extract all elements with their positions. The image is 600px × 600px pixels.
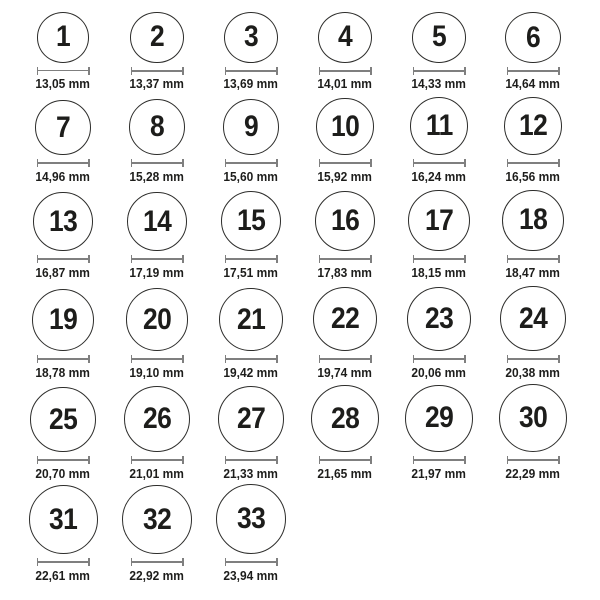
diameter-label: 13,69 mm [223,76,279,92]
diameter-measure-line [37,67,90,75]
measure-bar [37,70,90,72]
ring-circle [37,12,90,63]
diameter-measure-line [225,456,278,464]
measure-bar [225,258,278,260]
ring-circle [223,99,280,156]
ring-circle [405,385,473,453]
size-row [16,185,600,281]
diameter-label: 18,78 mm [35,365,91,381]
ring-circle [29,485,98,554]
diameter-measure-line [319,159,372,167]
diameter-label: 20,38 mm [505,365,561,381]
ring-size-number: 28 [330,401,360,435]
ring-size-cell [204,185,298,281]
measure-bar [37,459,90,461]
ring-circle [315,191,376,252]
diameter-label: 13,37 mm [129,76,185,92]
diameter-measure-line [131,558,184,566]
diameter-label: 21,65 mm [317,466,373,482]
ring-size-cell [298,185,392,281]
diameter-label: 15,28 mm [129,169,185,185]
diameter-measure-line [131,355,184,363]
ring-size-number: 24 [518,301,548,335]
ring-size-number: 26 [142,402,172,436]
ring-circle [224,12,278,63]
ring-circle [32,289,94,351]
diameter-label: 14,96 mm [35,169,91,185]
measure-bar [131,358,184,360]
ring-size-number: 25 [48,402,78,436]
measure-bar [131,70,184,72]
ring-size-number: 4 [337,20,353,54]
ring-circle [504,97,563,156]
diameter-measure-line [413,456,466,464]
ring-size-cell [392,12,486,92]
ring-size-number: 13 [48,204,78,238]
diameter-measure-line [507,67,560,74]
diameter-label: 20,70 mm [35,466,91,482]
ring-size-cell [204,381,298,482]
ring-circle [502,190,564,252]
ring-size-number: 8 [149,110,165,144]
diameter-measure-line [225,67,278,75]
diameter-label: 22,29 mm [505,466,561,482]
measure-bar [37,358,90,360]
ring-size-cell [486,92,580,185]
ring-size-number: 3 [243,20,259,54]
diameter-label: 16,24 mm [411,169,467,185]
measure-bar [319,459,372,461]
ring-size-number: 17 [424,203,454,237]
ring-size-number: 27 [236,402,266,435]
ring-size-number: 16 [330,204,360,238]
ring-circle [499,384,567,452]
measure-bar [225,358,278,360]
measure-bar [37,258,90,260]
diameter-label: 21,33 mm [223,466,279,482]
diameter-measure-line [37,456,90,464]
diameter-label: 22,92 mm [129,568,185,584]
diameter-label: 22,61 mm [35,568,91,584]
ring-size-cell [110,92,204,185]
diameter-label: 15,60 mm [223,169,279,185]
diameter-measure-line [319,456,372,464]
ring-size-cell [392,185,486,281]
measure-bar [225,459,278,461]
ring-circle [500,286,565,351]
diameter-measure-line [225,355,278,363]
measure-bar [37,561,90,563]
ring-circle [311,385,378,452]
diameter-label: 20,06 mm [411,365,467,381]
ring-size-number: 20 [142,302,172,336]
ring-circle [410,97,468,155]
diameter-measure-line [131,456,184,464]
measure-bar [507,70,560,72]
ring-size-cell [204,92,298,185]
diameter-measure-line [319,67,372,75]
ring-circle [221,191,281,251]
diameter-label: 19,42 mm [223,365,279,381]
diameter-measure-line [507,159,560,167]
ring-size-cell [486,281,580,381]
ring-size-number: 31 [48,502,78,536]
size-row [16,12,600,92]
ring-circle [218,386,285,453]
ring-circle [126,288,189,351]
diameter-label: 19,74 mm [317,365,373,381]
ring-size-number: 32 [142,502,172,536]
ring-size-number: 11 [425,109,453,143]
ring-size-number: 29 [424,401,454,435]
ring-circle [124,386,190,452]
ring-size-cell [298,381,392,482]
ring-circle [127,192,187,252]
ring-circle [408,190,469,251]
diameter-measure-line [37,159,90,167]
diameter-measure-line [37,255,90,263]
ring-size-number: 14 [142,204,172,238]
ring-circle [35,100,91,156]
ring-size-cell [298,12,392,92]
measure-bar [319,358,372,360]
ring-size-cell [16,381,110,482]
ring-size-cell [204,482,298,584]
measure-bar [413,162,466,164]
ring-size-number: 15 [236,204,266,238]
diameter-measure-line [131,255,184,263]
diameter-measure-line [225,255,278,263]
diameter-label: 17,83 mm [317,265,373,281]
ring-size-cell [110,12,204,92]
measure-bar [507,459,560,461]
diameter-label: 21,01 mm [129,466,185,482]
diameter-measure-line [131,159,184,167]
measure-bar [413,459,466,461]
ring-circle [313,287,377,351]
ring-size-cell [16,185,110,281]
diameter-measure-line [319,255,372,263]
size-row [16,281,600,381]
ring-size-cell [298,281,392,381]
diameter-label: 13,05 mm [35,76,91,92]
ring-circle [130,12,183,63]
ring-size-cell [110,281,204,381]
ring-size-number: 2 [149,20,165,54]
measure-bar [37,162,90,164]
measure-bar [413,358,466,360]
measure-bar [507,258,560,260]
ring-size-cell [16,92,110,185]
diameter-label: 18,15 mm [411,265,467,281]
ring-size-cell [486,185,580,281]
ring-size-number: 9 [243,109,259,143]
ring-size-number: 12 [518,109,548,143]
ring-size-number: 18 [518,203,548,237]
measure-bar [131,561,184,563]
diameter-label: 17,19 mm [129,265,185,281]
ring-size-number: 21 [236,302,266,336]
ring-circle [33,192,92,251]
measure-bar [413,70,466,72]
ring-circle [412,12,467,63]
ring-circle [30,387,96,453]
diameter-measure-line [413,159,466,167]
measure-bar [413,258,466,260]
diameter-measure-line [413,67,466,74]
measure-bar [319,258,372,260]
diameter-label: 16,56 mm [505,169,561,185]
diameter-label: 14,33 mm [411,76,467,92]
measure-bar [225,162,278,164]
diameter-measure-line [131,67,184,75]
diameter-label: 21,97 mm [411,466,467,482]
diameter-measure-line [37,355,90,363]
ring-size-number: 22 [330,302,360,336]
ring-size-number: 30 [518,401,548,435]
measure-bar [225,561,278,563]
diameter-measure-line [413,355,466,363]
diameter-label: 18,47 mm [505,265,561,281]
diameter-label: 17,51 mm [223,265,279,281]
size-row [16,381,600,482]
ring-size-cell [204,12,298,92]
measure-bar [507,358,560,360]
ring-size-number: 7 [55,110,71,144]
diameter-label: 14,64 mm [505,76,561,92]
ring-circle [122,485,192,555]
diameter-label: 23,94 mm [223,568,279,584]
ring-size-cell [16,482,110,584]
diameter-label: 15,92 mm [317,169,373,185]
diameter-measure-line [507,456,560,464]
diameter-label: 16,87 mm [35,265,91,281]
ring-size-number: 10 [330,109,360,143]
ring-circle [219,288,283,352]
diameter-measure-line [507,355,560,363]
ring-size-cell [16,281,110,381]
ring-size-cell [110,482,204,584]
ring-size-cell [298,92,392,185]
diameter-measure-line [37,558,90,566]
measure-bar [507,162,560,164]
ring-size-cell [204,281,298,381]
diameter-measure-line [413,255,466,263]
diameter-label: 19,10 mm [129,365,185,381]
diameter-measure-line [225,558,278,566]
ring-size-number: 23 [424,302,454,336]
ring-size-number: 6 [525,20,541,54]
diameter-measure-line [507,255,560,263]
measure-bar [319,70,372,72]
ring-size-number: 19 [48,303,78,337]
ring-size-cell [110,185,204,281]
size-row [16,482,600,584]
measure-bar [225,70,278,72]
ring-size-cell [486,12,580,92]
measure-bar [131,459,184,461]
size-row [16,92,600,185]
ring-size-cell [110,381,204,482]
ring-size-cell [16,12,110,92]
ring-circle [129,99,185,155]
ring-circle [318,12,372,63]
ring-size-number: 33 [236,502,266,536]
ring-size-cell [392,281,486,381]
ring-circle [505,12,560,63]
ring-size-cell [392,381,486,482]
ring-size-cell [486,381,580,482]
ring-size-number: 5 [431,20,447,54]
measure-bar [131,162,184,164]
ring-size-cell [392,92,486,185]
ring-circle [316,98,373,155]
ring-circle [216,484,286,554]
diameter-measure-line [319,355,372,363]
ring-circle [407,287,472,352]
diameter-label: 14,01 mm [317,76,373,92]
measure-bar [131,258,184,260]
ring-size-number: 1 [55,20,71,54]
measure-bar [319,162,372,164]
diameter-measure-line [225,159,278,167]
